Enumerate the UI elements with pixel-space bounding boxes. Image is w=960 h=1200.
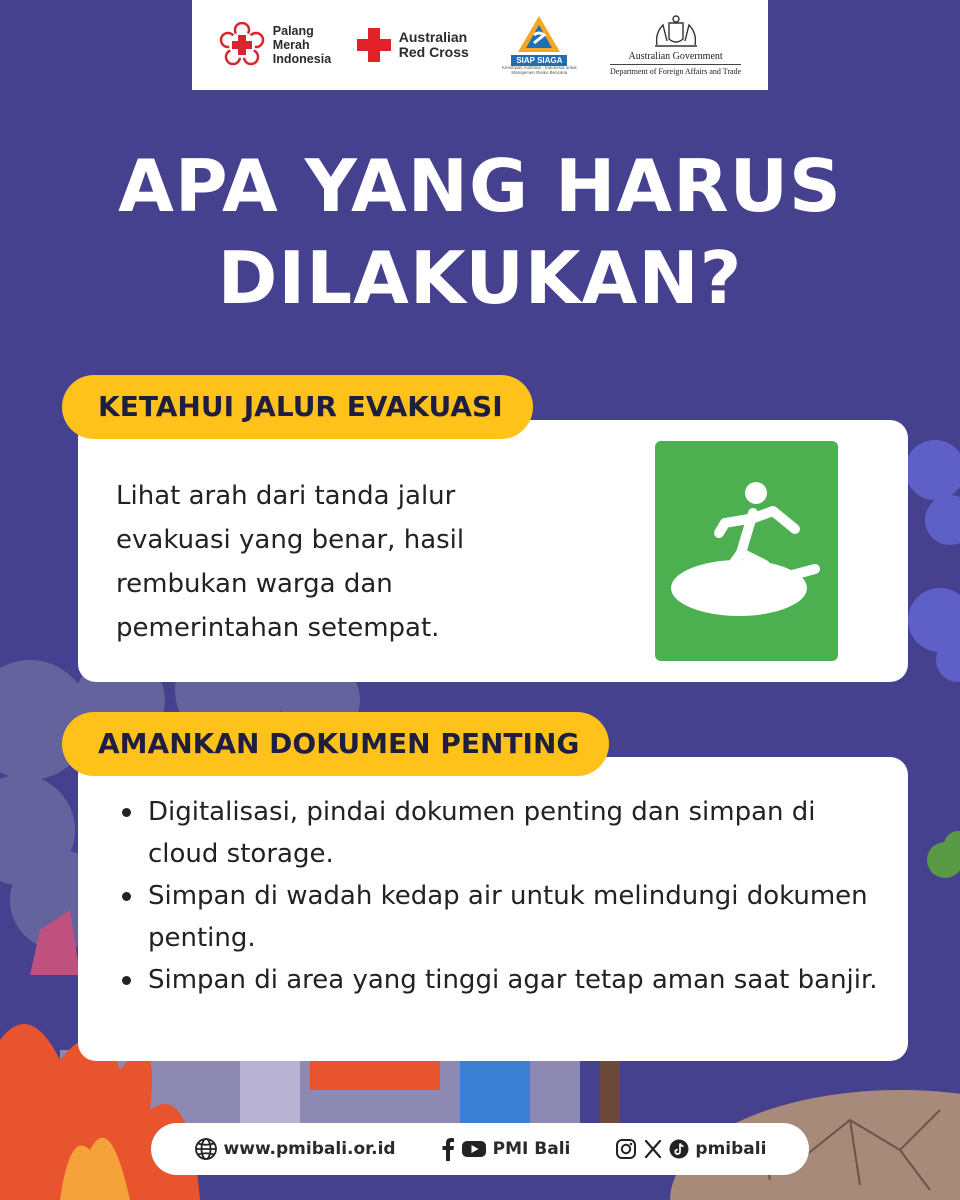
gov-line-1: Australian Government xyxy=(628,50,723,62)
pmi-line-3: Indonesia xyxy=(272,52,332,66)
siap-siaga-subtitle: Kemitraan Australia - Indonesia untuk Manajemen Risiko Bencana xyxy=(501,64,577,75)
youtube-icon xyxy=(461,1139,487,1159)
facebook-icon xyxy=(441,1137,455,1161)
section-heading-evacuation: KETAHUI JALUR EVAKUASI xyxy=(62,375,533,439)
coat-of-arms-icon xyxy=(651,15,701,49)
pmi-line-1: Palang xyxy=(272,24,314,38)
section-heading-documents: AMANKAN DOKUMEN PENTING xyxy=(62,712,609,776)
facebook-youtube-name: PMI Bali xyxy=(492,1139,571,1159)
card-evacuation xyxy=(78,420,908,682)
footer-social-bar xyxy=(151,1123,809,1175)
arc-line-2: Red Cross xyxy=(398,44,469,60)
social-handle: pmibali xyxy=(695,1139,767,1159)
page-title xyxy=(0,140,960,324)
footer-website[interactable] xyxy=(194,1137,396,1161)
pmi-logo xyxy=(219,22,331,68)
australian-government-logo xyxy=(610,15,741,76)
siap-siaga-logo xyxy=(494,15,584,76)
documents-bullet-list xyxy=(116,791,886,1001)
siap-siaga-title: SIAP SIAGA xyxy=(511,55,567,66)
list-item: Simpan di area yang tinggi agar tetap aman saat banjir. xyxy=(116,959,886,1001)
pmi-line-2: Merah xyxy=(272,38,310,52)
card-documents xyxy=(78,757,908,1061)
australian-red-cross-logo xyxy=(357,28,469,62)
red-cross-icon xyxy=(357,28,391,62)
arc-line-1: Australian xyxy=(398,29,468,46)
globe-icon xyxy=(194,1137,218,1161)
gov-line-2: Department of Foreign Affairs and Trade xyxy=(610,64,741,76)
title-line-2: DILAKUKAN? xyxy=(217,236,743,320)
footer-facebook-youtube[interactable] xyxy=(441,1137,571,1161)
x-twitter-icon xyxy=(643,1139,663,1159)
list-item: Simpan di wadah kedap air untuk melindungi dokumen penting. xyxy=(116,875,886,959)
evacuation-description: Lihat arah dari tanda jalur evakuasi yang benar, hasil rembukan warga dan pemerintahan setempat. xyxy=(116,481,465,643)
siap-siaga-triangle-icon xyxy=(517,15,561,53)
instagram-icon xyxy=(615,1138,637,1160)
website-url: www.pmibali.or.id xyxy=(223,1139,396,1159)
footer-social-handle[interactable] xyxy=(615,1138,766,1160)
evacuation-exit-icon xyxy=(655,441,838,661)
title-line-1: APA YANG HARUS xyxy=(118,144,842,228)
pmi-red-cross-flower-icon xyxy=(219,22,265,68)
partner-logo-bar xyxy=(192,0,768,90)
tiktok-icon xyxy=(669,1139,689,1159)
list-item: Digitalisasi, pindai dokumen penting dan simpan di cloud storage. xyxy=(116,791,886,875)
